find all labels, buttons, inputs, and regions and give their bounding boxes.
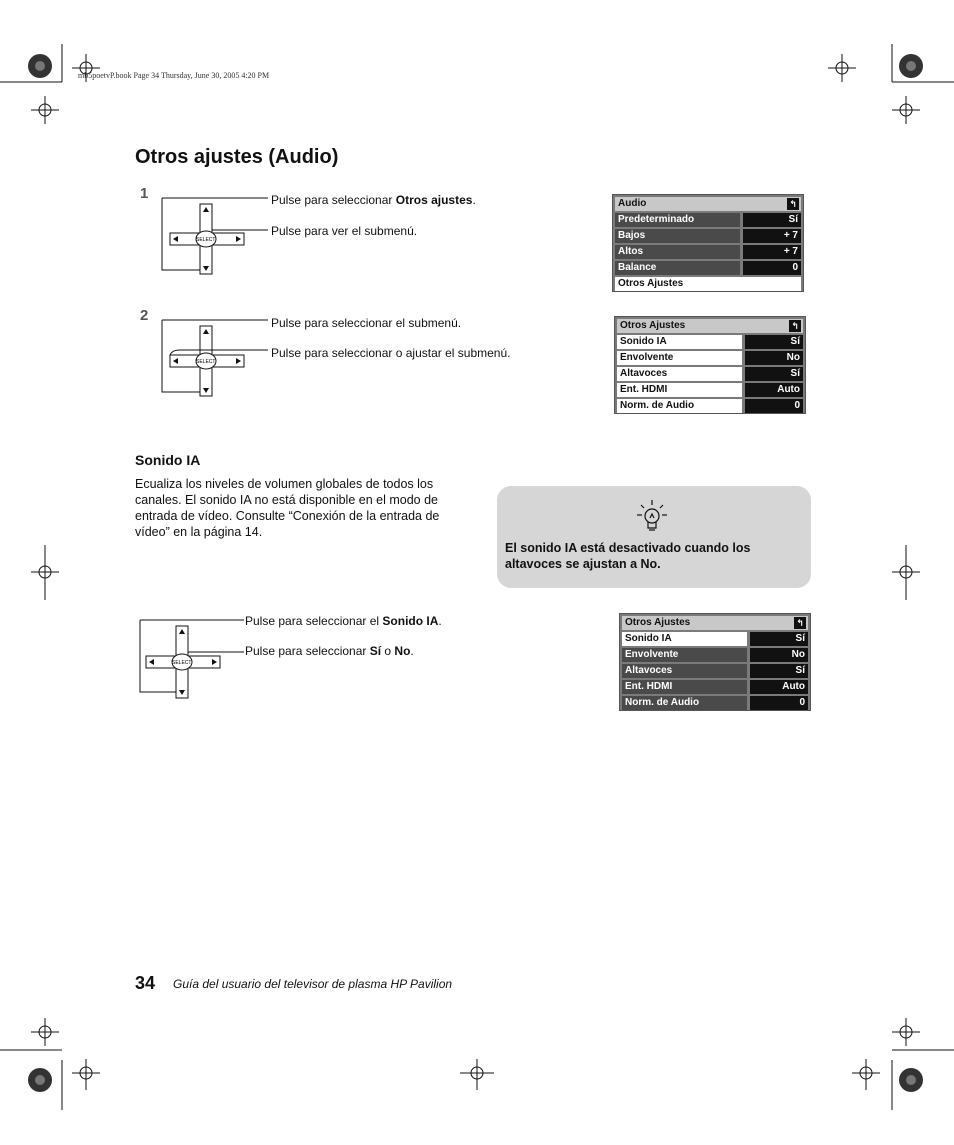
- menu-row: Altavoces Sí: [617, 367, 803, 381]
- osd-menu-otros-ajustes: [614, 316, 806, 414]
- menu-row: Altavoces Sí: [622, 664, 808, 678]
- svg-text:SELECT: SELECT: [196, 359, 216, 365]
- page-number: 34: [135, 973, 156, 993]
- step2-instruction-2: Pulse para seleccionar o ajustar el submenú.: [271, 346, 511, 360]
- menu-row: Envolvente No: [617, 351, 803, 365]
- back-icon: ↰: [787, 198, 799, 210]
- remote-dpad-icon-2: [160, 318, 268, 398]
- menu-row: Altos + 7: [615, 245, 801, 259]
- menu-row: Norm. de Audio 0: [617, 399, 803, 413]
- osd-menu-otros-ajustes-sonido: [619, 613, 811, 711]
- step-number-1: 1: [140, 185, 149, 202]
- footer-text: Guía del usuario del televisor de plasma HP Pavilion: [173, 977, 453, 991]
- tip-text: El sonido IA está desactivado cuando los altavoces se ajustan a No.: [505, 541, 751, 571]
- menu-row: Bajos + 7: [615, 229, 801, 243]
- select-label: SELECT: [196, 237, 216, 243]
- menu-row: Ent. HDMI Auto: [622, 680, 808, 694]
- menu-header: Otros Ajustes ↰: [617, 319, 803, 333]
- svg-text:SELECT: SELECT: [172, 660, 192, 666]
- menu-row: Sonido IA Sí: [617, 335, 803, 349]
- menu-row: Balance 0: [615, 261, 801, 275]
- menu-header: Otros Ajustes ↰: [622, 616, 808, 630]
- step3-instruction-2: Pulse para seleccionar Sí o No.: [245, 644, 414, 658]
- menu-row: Envolvente No: [622, 648, 808, 662]
- menu-row-selected: Sonido IA Sí: [622, 632, 808, 646]
- print-info: mb5poetvP.book Page 34 Thursday, June 30, 2005 4:20 PM: [78, 71, 270, 80]
- step1-instruction-2: Pulse para ver el submenú.: [271, 224, 418, 238]
- page-title: Otros ajustes (Audio): [135, 146, 339, 168]
- menu-row: Ent. HDMI Auto: [617, 383, 803, 397]
- remote-dpad-icon-3: [136, 616, 244, 700]
- remote-dpad-icon-1: [160, 196, 268, 276]
- back-icon: ↰: [789, 320, 801, 332]
- lightbulb-icon: [635, 498, 669, 534]
- tip-box: [497, 486, 811, 588]
- back-icon: ↰: [794, 617, 806, 629]
- menu-row-selected: Otros Ajustes: [615, 277, 801, 291]
- menu-header: Audio ↰: [615, 197, 801, 211]
- step2-instruction-1: Pulse para seleccionar el submenú.: [271, 316, 462, 330]
- osd-menu-audio: [612, 194, 804, 292]
- step1-instruction-1: Pulse para seleccionar Otros ajustes.: [271, 193, 476, 207]
- menu-row: Predeterminado Sí: [615, 213, 801, 227]
- menu-row: Norm. de Audio 0: [622, 696, 808, 710]
- section-heading: Sonido IA: [135, 452, 201, 468]
- section-body: Ecualiza los niveles de volumen globales de todos los canales. El sonido IA no está disponible en el modo de entrada de vídeo. Consulte “Conexión de la entrada de vídeo” en la página 14.: [135, 477, 440, 539]
- step-number-2: 2: [140, 307, 149, 324]
- step3-instruction-1: Pulse para seleccionar el Sonido IA.: [245, 614, 442, 628]
